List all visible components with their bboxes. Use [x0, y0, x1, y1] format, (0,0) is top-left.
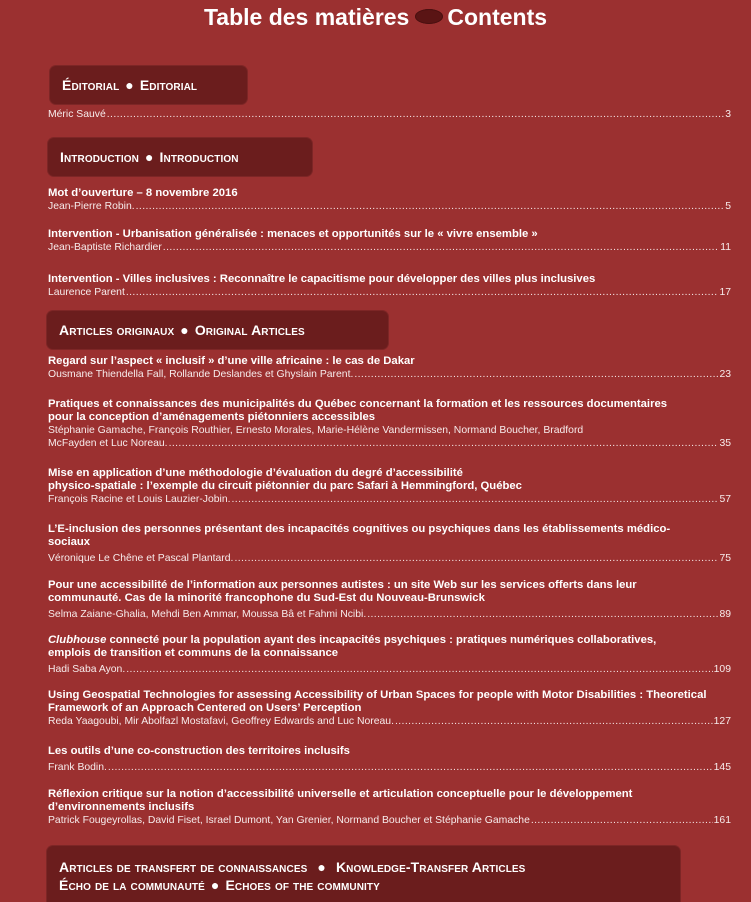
- entry-authors: Patrick Fougeyrollas, David Fiset, Israel Dumont, Yan Grenier, Normand Boucher et Stéphanie Gamache: [48, 815, 530, 826]
- title-french: Table des matières: [203, 4, 410, 30]
- entry-title: Intervention - Urbanisation généralisée : menaces et opportunités sur le « vivre ensemble »: [48, 228, 538, 240]
- entry-authors: Laurence Parent: [48, 287, 125, 298]
- leader-dots: [234, 552, 718, 565]
- entry-title: physico-spatiale : l’exemple du circuit piétonnier du parc Safari à Hemmingford, Québec: [48, 480, 522, 492]
- entry-authors: Selma Zaiane-Ghalia, Mehdi Ben Ammar, Moussa Bâ et Fahmi Ncibi.: [48, 609, 367, 620]
- toc-entry[interactable]: [48, 523, 731, 565]
- entry-authors: Frank Bodin.: [48, 762, 107, 773]
- entry-page: 57: [719, 494, 731, 505]
- page-title: [0, 2, 751, 32]
- entry-page: 127: [713, 716, 731, 727]
- section-label-en: Introduction: [159, 149, 239, 165]
- entry-authors: Ousmane Thiendella Fall, Rollande Deslandes et Ghyslain Parent.: [48, 369, 354, 380]
- entry-title: Regard sur l’aspect « inclusif » d’une ville africaine : le cas de Dakar: [48, 355, 415, 367]
- section-label-fr: Éditorial: [62, 77, 120, 93]
- leader-dots: [354, 368, 718, 381]
- entry-page: 109: [713, 664, 731, 675]
- entry-authors: Reda Yaagoubi, Mir Abolfazl Mostafavi, Geoffrey Edwards and Luc Noreau.: [48, 716, 394, 727]
- entry-authors: Méric Sauvé: [48, 109, 106, 120]
- section-label-fr2: Écho de la communauté: [59, 877, 205, 893]
- leader-dots: [395, 715, 713, 728]
- entry-title: L’E-inclusion des personnes présentant des incapacités cognitives ou psychiques dans les établissements médico-sociaux: [48, 523, 671, 548]
- bullet-icon: ●: [180, 322, 189, 338]
- entry-page: 17: [719, 287, 731, 298]
- entry-page: 145: [713, 762, 731, 773]
- leader-dots: [169, 437, 719, 450]
- section-label-en: Knowledge-Transfer Articles: [335, 859, 526, 875]
- toc-entry[interactable]: [48, 745, 731, 774]
- section-label-fr: Introduction: [60, 149, 139, 165]
- entry-authors: François Racine et Louis Lauzier-Jobin.: [48, 494, 231, 505]
- entry-authors: McFayden et Luc Noreau.: [48, 438, 168, 449]
- bullet-icon: ●: [144, 149, 154, 165]
- entry-page: 11: [720, 242, 731, 253]
- toc-entry[interactable]: [48, 108, 731, 121]
- entry-title: Pratiques et connaissances des municipalités du Québec concernant la formation et les ressources documentaires pour la conception d’aménagements piétonniers accessibles: [48, 398, 668, 423]
- entry-authors: Véronique Le Chêne et Pascal Plantard.: [48, 553, 234, 564]
- toc-entry[interactable]: [48, 273, 731, 299]
- section-header-line1: [59, 858, 525, 876]
- entry-page: 23: [719, 369, 731, 380]
- bullet-icon: ●: [210, 877, 220, 893]
- entry-authors: Hadi Saba Ayon.: [48, 664, 126, 675]
- section-header-line2: [59, 876, 380, 894]
- toc-entry[interactable]: [48, 355, 731, 381]
- entry-page: 5: [725, 201, 731, 212]
- toc-entry[interactable]: [48, 228, 731, 254]
- entry-title: Intervention - Villes inclusives : Reconnaître le capacitisme pour développer des villes plus inclusives: [48, 273, 596, 285]
- bullet-icon: ●: [317, 859, 326, 875]
- entry-page: 3: [725, 109, 731, 120]
- entry-title: Réflexion critique sur la notion d’accessibilité universelle et articulation conceptuelle pour le développement d’environnements inclusifs: [48, 788, 633, 813]
- leader-dots: [232, 493, 719, 506]
- leader-dots: [367, 608, 718, 621]
- section-header-knowledge-transfer: [47, 846, 680, 902]
- entry-authors: Jean-Baptiste Richardier: [48, 242, 162, 253]
- leader-dots: [108, 761, 713, 774]
- section-header-editorial: [50, 66, 247, 104]
- entry-authors: Jean-Pierre Robin.: [48, 201, 135, 212]
- entry-page: 75: [719, 553, 731, 564]
- entry-title-rest: connecté pour la population ayant des incapacités psychiques : pratiques numériques collaboratives, emplois de transition et communs de la connaissance: [48, 634, 657, 659]
- bullet-icon: ●: [125, 77, 134, 93]
- section-label-fr: Articles originaux: [59, 322, 175, 338]
- entry-title: Les outils d’une co-construction des territoires inclusifs: [48, 745, 350, 757]
- toc-entry[interactable]: [48, 634, 731, 676]
- entry-authors-line1: Stéphanie Gamache, François Routhier, Ernesto Morales, Marie-Hélène Vandermissen, Normand Boucher, Bradford: [48, 425, 584, 436]
- separator-oval-icon: [415, 9, 443, 24]
- leader-dots: [163, 241, 719, 254]
- entry-title-line1: Mise en application d’une méthodologie d’évaluation du degré d’accessibilité: [48, 467, 463, 479]
- entry-page: 89: [719, 609, 731, 620]
- toc-entry[interactable]: [48, 187, 731, 213]
- entry-title-italic: Clubhouse: [48, 634, 107, 646]
- leader-dots: [531, 814, 713, 827]
- section-label-en2: Echoes of the community: [225, 877, 380, 893]
- section-label-en: Editorial: [139, 77, 198, 93]
- leader-dots: [107, 108, 724, 121]
- toc-entry[interactable]: [48, 689, 731, 728]
- entry-title: Using Geospatial Technologies for assessing Accessibility of Urban Spaces for people with Motor Disabilities : Theoretical Framework of an Approach Centered on Users’ Perception: [48, 689, 707, 714]
- section-header-introduction: [48, 138, 312, 176]
- entry-title: Mot d’ouverture – 8 novembre 2016: [48, 187, 238, 199]
- leader-dots: [126, 286, 719, 299]
- title-english: Contents: [447, 4, 548, 30]
- toc-entry[interactable]: [48, 467, 731, 506]
- toc-entry[interactable]: [48, 398, 731, 450]
- section-label-fr: Articles de transfert de connaissances: [59, 859, 308, 875]
- entry-title: Pour une accessibilité de l’information aux personnes autistes : un site Web sur les services offerts dans leur communauté. Cas de la minorité francophone du Sud-Est du Nouveau-Brunswick: [48, 579, 637, 604]
- toc-entry[interactable]: [48, 579, 731, 621]
- section-header-original-articles: [47, 311, 388, 349]
- leader-dots: [126, 663, 712, 676]
- entry-title: [48, 634, 731, 660]
- toc-entry[interactable]: [48, 788, 731, 827]
- section-label-en: Original Articles: [194, 322, 305, 338]
- leader-dots: [136, 200, 725, 213]
- entry-page: 35: [719, 438, 731, 449]
- entry-page: 161: [713, 815, 731, 826]
